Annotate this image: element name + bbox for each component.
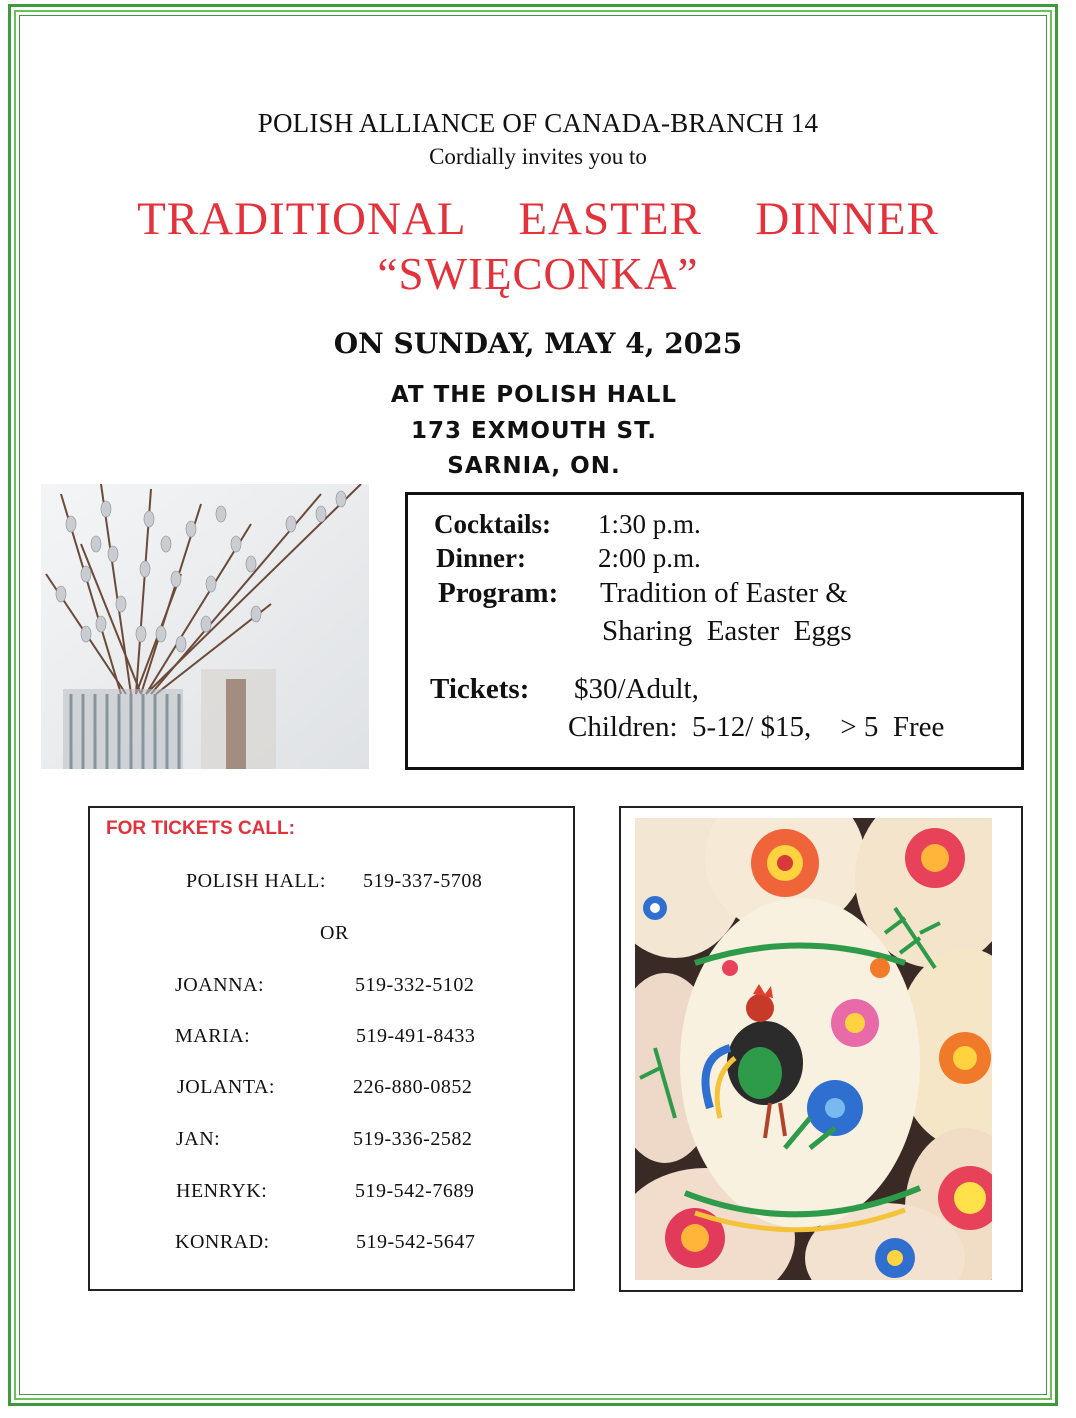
program-line-1: Tradition of Easter & — [600, 577, 848, 609]
dinner-time: 2:00 p.m. — [598, 543, 701, 573]
event-date: ON SUNDAY, MAY 4, 2025 — [333, 327, 743, 360]
contact-name: JOLANTA: — [177, 1076, 275, 1098]
contact-phone: 519-542-7689 — [355, 1180, 475, 1202]
cocktails-time: 1:30 p.m. — [598, 509, 701, 539]
event-subtitle: “SWIĘCONKA” — [377, 249, 699, 299]
tickets-label: Tickets: — [430, 673, 530, 705]
easter-eggs-frame — [619, 806, 1023, 1292]
contact-phone: 519-491-8433 — [356, 1025, 476, 1047]
polish-hall-phone: 519-337-5708 — [363, 870, 483, 892]
contact-name: JOANNA: — [175, 974, 265, 996]
or-separator: OR — [320, 922, 349, 944]
program-line-2: Sharing Easter Eggs — [602, 615, 852, 647]
polish-hall-label: POLISH HALL: — [186, 870, 326, 892]
organization-name: POLISH ALLIANCE OF CANADA-BRANCH 14 — [257, 108, 819, 138]
cocktails-label: Cocktails: — [434, 509, 551, 539]
contact-phone: 519-336-2582 — [353, 1128, 473, 1150]
venue-street: 173 EXMOUTH ST. — [410, 418, 658, 444]
contact-phone: 519-542-5647 — [356, 1231, 476, 1253]
contact-name: JAN: — [176, 1128, 221, 1150]
tickets-heading: FOR TICKETS CALL: — [106, 818, 295, 839]
tickets-adult-price: $30/Adult, — [574, 673, 699, 705]
contact-name: KONRAD: — [175, 1231, 270, 1253]
venue-name: AT THE POLISH HALL — [390, 382, 678, 408]
painted-easter-eggs-image — [635, 818, 992, 1280]
invitation-line: Cordially invites you to — [429, 144, 647, 169]
event-details-box — [405, 492, 1024, 770]
program-label: Program: — [438, 577, 559, 609]
contact-phone: 226-880-0852 — [353, 1076, 473, 1098]
event-title: TRADITIONAL EASTER DINNER — [137, 193, 939, 245]
ticket-contacts-box — [88, 806, 575, 1291]
venue-city: SARNIA, ON. — [447, 453, 621, 479]
tickets-children-price: Children: 5-12/ $15, > 5 Free — [568, 711, 945, 743]
pussy-willow-image — [41, 484, 369, 769]
contact-name: HENRYK: — [176, 1180, 268, 1202]
contact-phone: 519-332-5102 — [355, 974, 475, 996]
contact-name: MARIA: — [175, 1025, 251, 1047]
dinner-label: Dinner: — [436, 543, 526, 573]
